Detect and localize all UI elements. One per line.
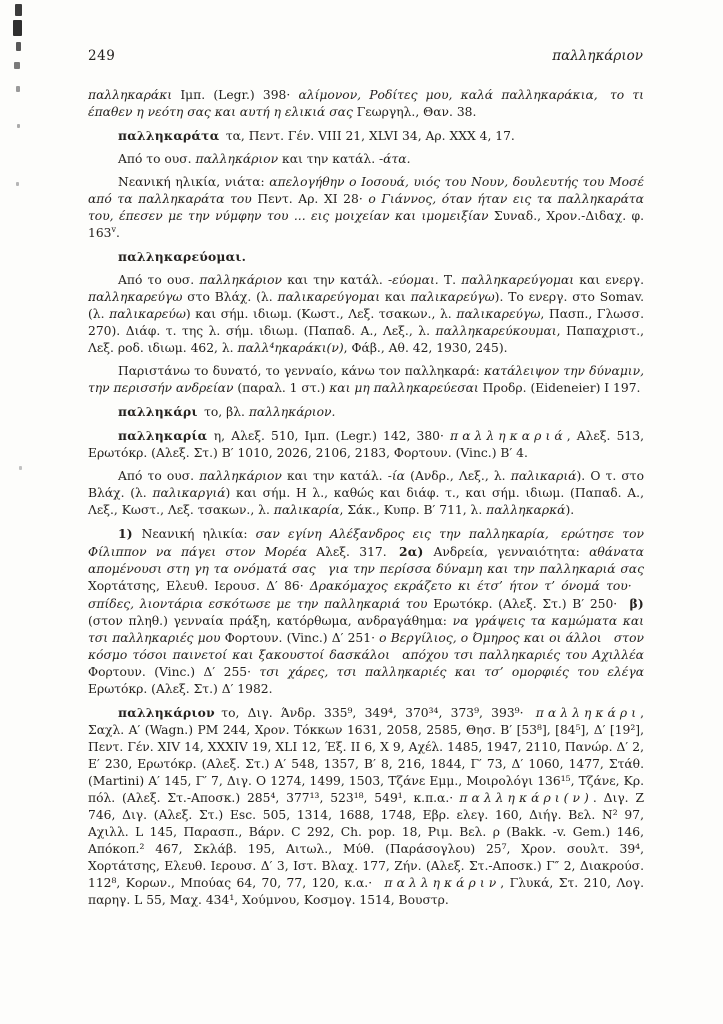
text-segment: ). Ο τ. στο Βλάχ. (λ. bbox=[88, 469, 645, 500]
text-segment: Δρακόμαχος εκράζετο κι έτσ’ ήτον τ’ όνομά του· σπίδες, λιοντάρια εσκότωσε με την παλληκαριά του bbox=[88, 579, 644, 611]
text-segment: Πεντ. Αρ. XI 28· bbox=[257, 192, 369, 206]
text-segment: παλληκαράκι bbox=[88, 88, 181, 102]
text-segment: -άτα. bbox=[379, 152, 411, 166]
indent-paragraph bbox=[88, 151, 644, 168]
scan-artifact bbox=[16, 182, 19, 186]
text-segment: , Σάκ., Κυπρ. Β′ 711, λ. bbox=[339, 503, 487, 517]
text-segment: παλληκάρι bbox=[535, 706, 641, 720]
headword: παλληκάρι bbox=[118, 404, 205, 419]
text-segment: Από το ουσ. bbox=[118, 469, 200, 483]
text-segment: Συναδ., Χρον.-Διδαχ. φ. 163 bbox=[88, 209, 644, 240]
text-segment: , Φάβ., Αθ. 42, 1930, 245). bbox=[343, 341, 508, 355]
entry-paragraph bbox=[88, 704, 644, 909]
text-segment: παλικαρία bbox=[273, 503, 340, 517]
text-segment: αλίμονον, Ροδίτες μου, καλά παλληκαράκια, το τι έπαθεν η νεότη σας και αυτή η ελικιά σας bbox=[88, 88, 644, 119]
indent-paragraph bbox=[88, 363, 644, 397]
text-segment: Νεανική ηλικία, νιάτα: bbox=[118, 175, 270, 189]
scan-artifact bbox=[16, 86, 20, 92]
text-segment: Φορτουν. (Vinc.) Δ′ 255· bbox=[88, 665, 260, 679]
scan-artifact bbox=[16, 42, 21, 51]
text-segment: κατάλειψον την δύναμιν, την περισσήν ανδρείαν bbox=[88, 364, 645, 395]
headword: παλληκαράτα bbox=[118, 128, 226, 143]
running-head: παλληκάριον bbox=[552, 48, 643, 64]
text-segment: παλικαρεύγω bbox=[410, 290, 495, 304]
text-segment: (στον πληθ.) γενναία πράξη, κατόρθωμα, ανδραγάθημα: bbox=[88, 614, 453, 628]
text-segment: παλικαρεύγομαι bbox=[277, 290, 385, 304]
text-segment: να γράψεις τα καμώματα και τσι παλληκαριές μου bbox=[88, 614, 644, 645]
text-segment: (Ανδρ., Λεξ., λ. bbox=[410, 469, 511, 483]
text-segment: , Γλυκά, Στ. 210, Λογ. παρηγ. L 55, Μαχ. 434¹, Χούμνου, Κοσμογ. 1514, Βουστρ. bbox=[88, 876, 644, 907]
entry-paragraph bbox=[88, 248, 644, 266]
headword: β) bbox=[629, 596, 644, 611]
headword: 1) bbox=[118, 526, 142, 541]
page-header bbox=[88, 48, 643, 64]
text-segment: και ενεργ. bbox=[579, 273, 644, 287]
scan-artifact bbox=[13, 20, 22, 36]
indent-paragraph bbox=[88, 174, 644, 242]
text-segment: και την κατάλ. bbox=[287, 469, 388, 483]
text-segment: Τ. bbox=[443, 273, 462, 287]
text-segment: παλληκάριον bbox=[195, 152, 283, 166]
text-segment: παλικαρεύγω bbox=[456, 307, 541, 321]
text-segment: Ερωτόκρ. (Αλεξ. Στ.) Δ′ 1982. bbox=[88, 682, 273, 696]
text-segment: παλληκαριά bbox=[450, 429, 567, 443]
text-segment: (παραλ. 1 στ.) bbox=[237, 381, 330, 395]
text-segment: και bbox=[384, 290, 411, 304]
entry-paragraph bbox=[88, 127, 644, 145]
text-segment: -ία bbox=[387, 469, 411, 483]
text-segment: παλληκάριν bbox=[384, 876, 501, 890]
text-segment: Προδρ. (Eideneier) I 197. bbox=[482, 381, 641, 395]
text-segment: παλληκαρεύκουμαι bbox=[435, 324, 557, 338]
text-segment: Ερωτόκρ. (Αλεξ. Στ.) Β′ 250· bbox=[433, 597, 630, 611]
headword: 2α) bbox=[398, 544, 434, 559]
scan-artifact bbox=[17, 124, 20, 128]
text-segment: και την κατάλ. bbox=[287, 273, 389, 287]
text-segment: Παριστάνω το δυνατό, το γενναίο, κάνω τον παλληκαρά: bbox=[118, 364, 484, 378]
headword: παλληκαρεύομαι. bbox=[118, 249, 247, 264]
headword: παλληκάριον bbox=[118, 705, 222, 720]
text-segment: παλληκαρεύγομαι bbox=[461, 273, 580, 287]
text-segment: παλληκάριον. bbox=[248, 405, 336, 419]
text-segment: Από το ουσ. bbox=[118, 152, 196, 166]
text-segment: παλληκαρκά bbox=[486, 503, 566, 517]
text-segment: τσι χάρες, τσι παλληκαριές και τσ’ ομορφιές του ελέγα bbox=[259, 665, 645, 679]
text-segment: Νεανική ηλικία: bbox=[141, 527, 256, 541]
page-body bbox=[88, 87, 644, 909]
text-segment: ) και σήμ. Η λ., καθώς και διάφ. τ., και σήμ. ιδιωμ. (Παπαδ. Α., Λεξ., Κωστ., Λεξ. τσακων., λ. bbox=[88, 486, 644, 517]
text-segment: ). Το ενεργ. στο Somav. (λ. bbox=[88, 290, 644, 321]
text-segment: Αλεξ. 317. bbox=[316, 545, 399, 559]
text-segment: Από το ουσ. bbox=[118, 273, 200, 287]
text-segment: ) και σήμ. ιδιωμ. (Κωστ., Λεξ. τσακων., λ. bbox=[185, 307, 457, 321]
text-segment: και την κατάλ. bbox=[282, 152, 380, 166]
text-segment: παλληκάρι(ν) bbox=[459, 791, 593, 805]
scan-artifact bbox=[15, 4, 22, 16]
text-segment: v bbox=[111, 224, 117, 234]
text-segment: παλικαριά bbox=[510, 469, 577, 483]
continuation-paragraph bbox=[88, 87, 644, 121]
indent-paragraph bbox=[88, 272, 644, 357]
page-number: 249 bbox=[88, 48, 116, 64]
text-segment: στο Βλάχ. (λ. bbox=[187, 290, 278, 304]
text-segment: ). bbox=[565, 503, 575, 517]
text-segment: παλληκαρεύγω bbox=[88, 290, 188, 304]
text-segment: τα, Πεντ. Γέν. VIII 21, XLVI 34, Αρ. XXX 4, 17. bbox=[225, 129, 515, 143]
entry-paragraph bbox=[88, 403, 644, 421]
text-segment: . Διγ. Ζ 746, Διγ. (Αλεξ. Στ.) Esc. 505, 1314, 1688, 1748, Εβρ. ελεγ. 160, Διήγ. Βελ. Ν² 97, Αχιλλ. L 145, Παρασπ., Βάρν. C 292, Ch. pop. 18, Ριμ. Βελ. ρ (Bakk. -v. Gem.) 146, Απόκοπ.² 467, Σκλάβ. 195, Αιτωλ., Μύθ. (Παράσογλου) 25⁷, Χρον. σουλτ. 39⁴, Χορτάτσης, Ελευθ. Ιερουσ. Δ′ 3, Ιστ. Βλαχ. 177, Ζήν. (Αλεξ. Στ.-Αποσκ.) Γ″ 2, Διακρούσ. 112⁸, Κορων., Μπούας 64, 70, 77, 120, κ.α.· bbox=[88, 791, 644, 890]
text-segment: , Αλεξ. 513, Ερωτόκρ. (Αλεξ. Στ.) Β′ 1010, 2026, 2106, 2183, Φορτουν. (Vinc.) Β′ 4. bbox=[88, 429, 644, 460]
text-segment: παλλ⁴ηκαράκι(ν) bbox=[237, 341, 344, 355]
text-segment: , Σαχλ. Α′ (Wagn.) PM 244, Χρον. Τόκκων 1631, 2058, 2585, Θησ. Β′ [53⁸], [84⁵], Δ′ [19²], Πεντ. Γέν. XIV 14, XXXIV 19, XLI 12, Έξ. II 6, X 9, Αχέλ. 1485, 1947, 2110, Πανώρ. Δ′ 2, Ε′ 230, Ερωτόκρ. (Αλεξ. Στ.) Α′ 548, 1357, Β′ 8, 216, 1844, Γ′ 73, Δ′ 1060, 1477, Στάθ. (Martini) Α′ 145, Γ′ 7, Διγ. Ο 1274, 1499, 1503, Τζάνε Εμμ., Μοιρολόγι 136¹⁵, Τζάνε, Κρ. πόλ. (Αλεξ. Στ.-Αποσκ.) 285⁴, 377¹³, 523¹⁸, 549¹, κ.π.α.· bbox=[88, 706, 644, 805]
headword: παλληκαρία bbox=[118, 428, 214, 443]
text-segment: ο Βεργίλιος, ο Όμηρος και οι άλλοι στον κόσμο τόσοι παινετοί και ξακουστοί δασκάλοι απόχου τσι παλληκαριές του Αχιλλέα bbox=[88, 631, 644, 662]
text-segment: απελογήθην ο Ιοσουά, υιός του Νουν, δουλευτής του Μοσέ από τα παλληκαράτα του bbox=[88, 175, 644, 206]
text-segment: Ιμπ. (Legr.) 398· bbox=[180, 88, 299, 102]
text-segment: παλικαργιά bbox=[152, 486, 226, 500]
text-segment: το, Διγ. Άνδρ. 335⁹, 349⁴, 370³⁴, 373⁹, 393⁹· bbox=[221, 706, 536, 720]
indent-paragraph bbox=[88, 468, 644, 519]
text-segment: το, βλ. bbox=[204, 405, 249, 419]
text-segment: παλληκάριον bbox=[199, 273, 288, 287]
text-segment: , Παπαχριστ., Λεξ. ροδ. ιδιωμ. 462, λ. bbox=[88, 324, 645, 355]
text-segment: Χορτάτσης, Ελευθ. Ιερουσ. Δ′ 86· bbox=[88, 579, 310, 593]
text-segment: Ανδρεία, γενναιότητα: bbox=[433, 545, 590, 559]
scan-artifact bbox=[14, 62, 20, 69]
text-segment: παλικαρεύω bbox=[109, 307, 186, 321]
indent-paragraph bbox=[88, 525, 644, 698]
text-segment: η, Αλεξ. 510, Ιμπ. (Legr.) 142, 380· bbox=[213, 429, 451, 443]
text-segment: Φορτουν. (Vinc.) Δ′ 251· bbox=[224, 631, 380, 645]
text-segment: και μη παλληκαρεύεσαι bbox=[329, 381, 483, 395]
entry-paragraph bbox=[88, 427, 644, 462]
text-segment: ο Γιάννος, όταν ήταν εις τα παλληκαράτα του, έπεσεν με την νύμφην του ... εις μοιχείαν και ιμομειξίαν bbox=[88, 192, 644, 223]
text-segment: Γεωργηλ., Θαν. 38. bbox=[356, 105, 477, 119]
text-segment: . bbox=[116, 226, 120, 240]
text-segment: αθάνατα απομένουσι στη γη τα ονόματά σας για την περίσσα δύναμη και την παλληκαριά σας bbox=[88, 545, 644, 576]
scan-artifact bbox=[19, 466, 22, 470]
text-segment: σαν εγίνη Αλέξανδρος εις την παλληκαρία, ερώτησε τον Φίλιππον να πάγει στον Μορέα bbox=[88, 527, 644, 559]
text-segment: παλληκάριον bbox=[199, 469, 287, 483]
text-segment: -εύομαι. bbox=[388, 273, 444, 287]
text-segment: , Πασπ., Γλωσσ. 270). Διάφ. τ. της λ. σήμ. ιδιωμ. (Παπαδ. Α., Λεξ., λ. bbox=[88, 307, 644, 338]
